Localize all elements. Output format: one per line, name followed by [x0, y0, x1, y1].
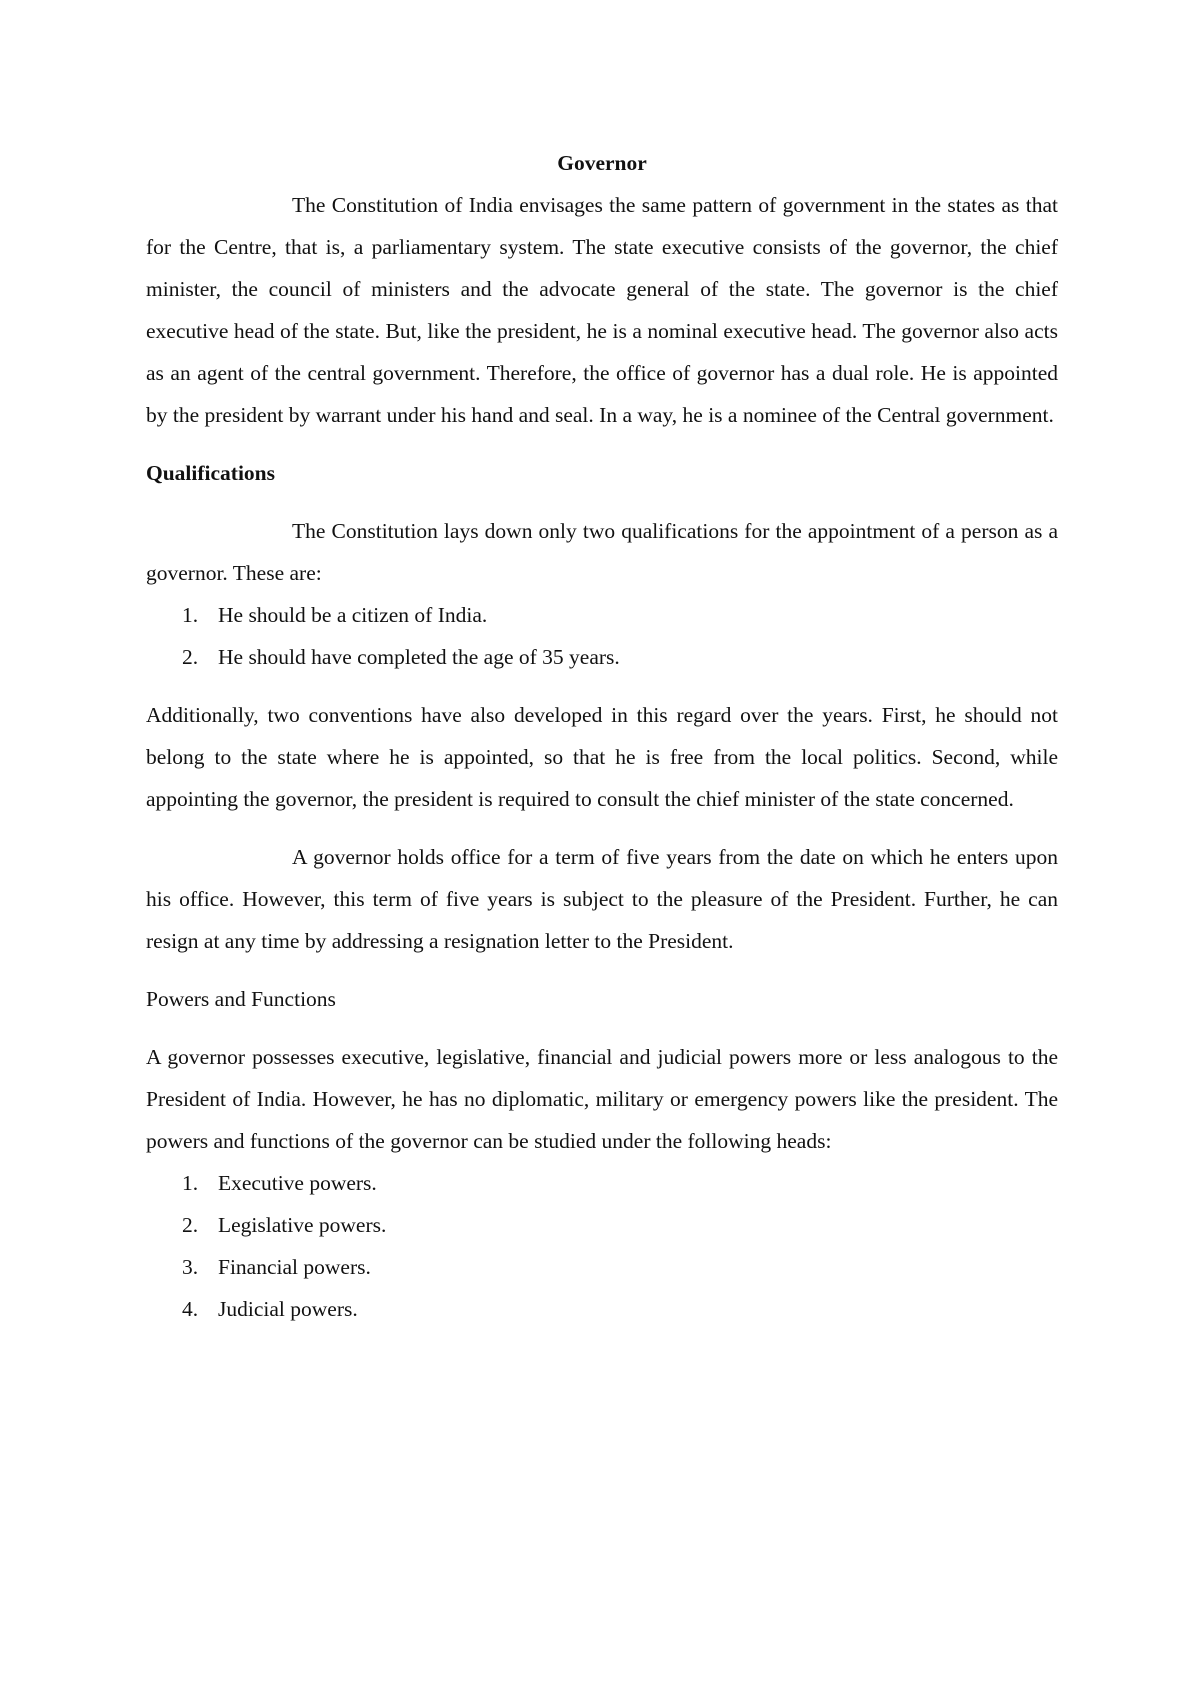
qualifications-list: [146, 594, 1058, 678]
list-text: He should have completed the age of 35 years.: [218, 645, 620, 669]
list-number: 1.: [182, 1171, 199, 1195]
powers-heading: Powers and Functions: [146, 987, 336, 1011]
term-paragraph: A governor holds office for a term of five years from the date on which he enters upon his office. However, this term of five years is subject to the pleasure of the President. Further, he can resign at any time by addressing a resignation letter to the President.: [146, 845, 1058, 953]
list-number: 1.: [182, 603, 199, 627]
qualifications-intro: The Constitution lays down only two qualifications for the appointment of a person as a governor. These are:: [146, 519, 1058, 585]
list-text: Executive powers.: [218, 1171, 377, 1195]
list-item: [146, 1288, 1058, 1330]
document-body: [146, 142, 1058, 1330]
list-item: [146, 636, 1058, 678]
list-number: 2.: [182, 1213, 199, 1237]
powers-intro: A governor possesses executive, legislative, financial and judicial powers more or less analogous to the President of India. However, he has no diplomatic, military or emergency powers like the president. The powers and functions of the governor can be studied under the following heads:: [146, 1045, 1058, 1153]
document-title: Governor: [557, 151, 647, 175]
list-number: 4.: [182, 1297, 199, 1321]
list-number: 3.: [182, 1255, 199, 1279]
list-text: Judicial powers.: [218, 1297, 358, 1321]
list-item: [146, 1204, 1058, 1246]
list-text: Financial powers.: [218, 1255, 371, 1279]
list-item: [146, 1162, 1058, 1204]
qualifications-heading: Qualifications: [146, 461, 276, 485]
powers-list: [146, 1162, 1058, 1330]
conventions-paragraph: Additionally, two conventions have also developed in this regard over the years. First, he should not belong to the state where he is appointed, so that he is free from the local politics. Second, while appointing the governor, the president is required to consult the chief minister of the state concerned.: [146, 703, 1058, 811]
list-item: [146, 594, 1058, 636]
intro-paragraph: The Constitution of India envisages the same pattern of government in the states as that for the Centre, that is, a parliamentary system. The state executive consists of the governor, the chief minister, the council of ministers and the advocate general of the state. The governor is the chief executive head of the state. But, like the president, he is a nominal executive head. The governor also acts as an agent of the central government. Therefore, the office of governor has a dual role. He is appointed by the president by warrant under his hand and seal. In a way, he is a nominee of the Central government.: [146, 193, 1058, 427]
list-number: 2.: [182, 645, 199, 669]
list-text: He should be a citizen of India.: [218, 603, 488, 627]
list-text: Legislative powers.: [218, 1213, 387, 1237]
list-item: [146, 1246, 1058, 1288]
